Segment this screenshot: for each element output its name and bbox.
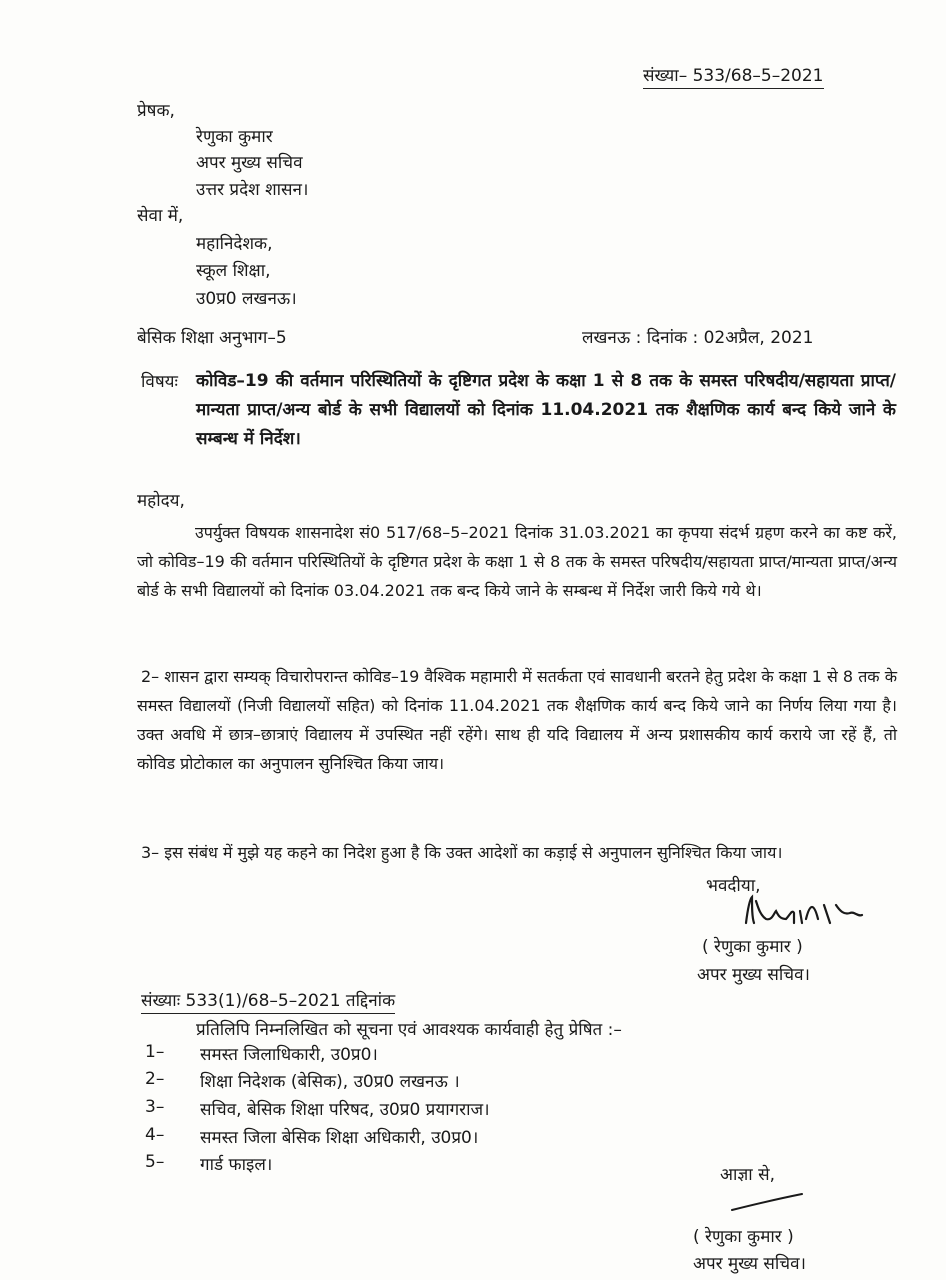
footer-designation: अपर मुख्य सचिव। <box>693 1254 806 1274</box>
recipient-line1: महानिदेशक, <box>196 234 273 254</box>
subject-text: कोविड–19 की वर्तमान परिस्थितियों के दृष्टिगत प्रदेश के कक्षा 1 से 8 तक के समस्त परिषदीय/सहायता प्राप्त/मान्यता प्राप्त/अन्य बोर्ड के सभी विद्यालयों को दिनांक 11.04.2021 तक शैक्षणिक कार्य बन्द किये जाने के सम्बन्ध में निर्देश। <box>196 371 896 449</box>
copy-item-number: 4– <box>145 1125 165 1145</box>
copy-item-number: 3– <box>145 1097 165 1117</box>
salutation: महोदय, <box>137 491 185 511</box>
sender-office: उत्तर प्रदेश शासन। <box>196 180 309 200</box>
signature-name: ( रेणुका कुमार ) <box>702 937 803 957</box>
copy-item-text: गार्ड फाइल। <box>200 1155 273 1175</box>
recipient-line2: स्कूल शिक्षा, <box>196 261 271 281</box>
footer-name: ( रेणुका कुमार ) <box>693 1227 794 1247</box>
order-text: आज्ञा से, <box>720 1165 775 1185</box>
copy-intro: प्रतिलिपि निम्नलिखित को सूचना एवं आवश्यक कार्यवाही हेतु प्रेषित :– <box>196 1020 622 1040</box>
footer-signature-mark <box>728 1190 808 1214</box>
sender-name: रेणुका कुमार <box>196 127 273 147</box>
paragraph-3: 3– इस संबंध में मुझे यह कहने का निदेश हुआ है कि उक्त आदेशों का कड़ाई से अनुपालन सुनिश्चित किया जाय। <box>141 843 783 862</box>
copy-item-number: 5– <box>145 1152 165 1172</box>
copy-item-text: समस्त जिलाधिकारी, उ0प्र0। <box>200 1045 378 1065</box>
copy-item-text: सचिव, बेसिक शिक्षा परिषद, उ0प्र0 प्रयागराज। <box>200 1100 490 1120</box>
paragraph-2: 2– शासन द्वारा सम्यक् विचारोपरान्त कोविड–19 वैश्विक महामारी में सतर्कता एवं सावधानी बरतने हेतु प्रदेश के कक्षा 1 से 8 तक के समस्त विद्यालयों (निजी विद्यालयों सहित) को दिनांक 11.04.2021 तक शैक्षणिक कार्य बन्द किये जाने का निर्णय लिया गया है। उक्त अवधि में छात्र–छात्राएं विद्यालय में उपस्थित नहीं रहेंगे। साथ ही यदि विद्यालय में अन्य प्रशासकीय कार्य कराये जा रहें हैं, तो कोविड प्रोटोकाल का अनुपालन सुनिश्चित किया जाय। <box>137 667 897 773</box>
copy-item-number: 2– <box>145 1069 165 1089</box>
sender-designation: अपर मुख्य सचिव <box>196 153 303 173</box>
date-line: लखनऊ : दिनांक : 02अप्रैल, 2021 <box>582 328 814 348</box>
closing: भवदीया, <box>706 876 761 896</box>
subject-label: विषयः <box>141 372 178 392</box>
section-name: बेसिक शिक्षा अनुभाग–5 <box>137 328 287 348</box>
copy-item-text: समस्त जिला बेसिक शिक्षा अधिकारी, उ0प्र0। <box>200 1128 479 1148</box>
copy-item-text: शिक्षा निदेशक (बेसिक), उ0प्र0 लखनऊ । <box>200 1072 460 1092</box>
paragraph-1: उपर्युक्त विषयक शासनादेश सं0 517/68–5–2021 दिनांक 31.03.2021 का कृपया संदर्भ ग्रहण करने का कष्ट करें, जो कोविड–19 की वर्तमान परिस्थितियों के दृष्टिगत प्रदेश के कक्षा 1 से 8 तक के समस्त परिषदीय/सहायता प्राप्त/मान्यता प्राप्त/अन्य बोर्ड के सभी विद्यालयों को दिनांक 03.04.2021 तक बन्द किये जाने के सम्बन्ध में निर्देश जारी किये गये थे। <box>137 523 897 600</box>
signature-designation: अपर मुख्य सचिव। <box>697 965 810 985</box>
recipient-label: सेवा में, <box>137 206 184 226</box>
sender-label: प्रेषक, <box>137 101 175 121</box>
copy-item-number: 1– <box>145 1042 165 1062</box>
signature-mark <box>740 893 880 933</box>
reference-number: संख्या– 533/68–5–2021 <box>643 63 824 89</box>
copy-reference-number: संख्याः 533(1)/68–5–2021 तद्दिनांक <box>141 988 395 1014</box>
recipient-line3: उ0प्र0 लखनऊ। <box>196 289 297 309</box>
